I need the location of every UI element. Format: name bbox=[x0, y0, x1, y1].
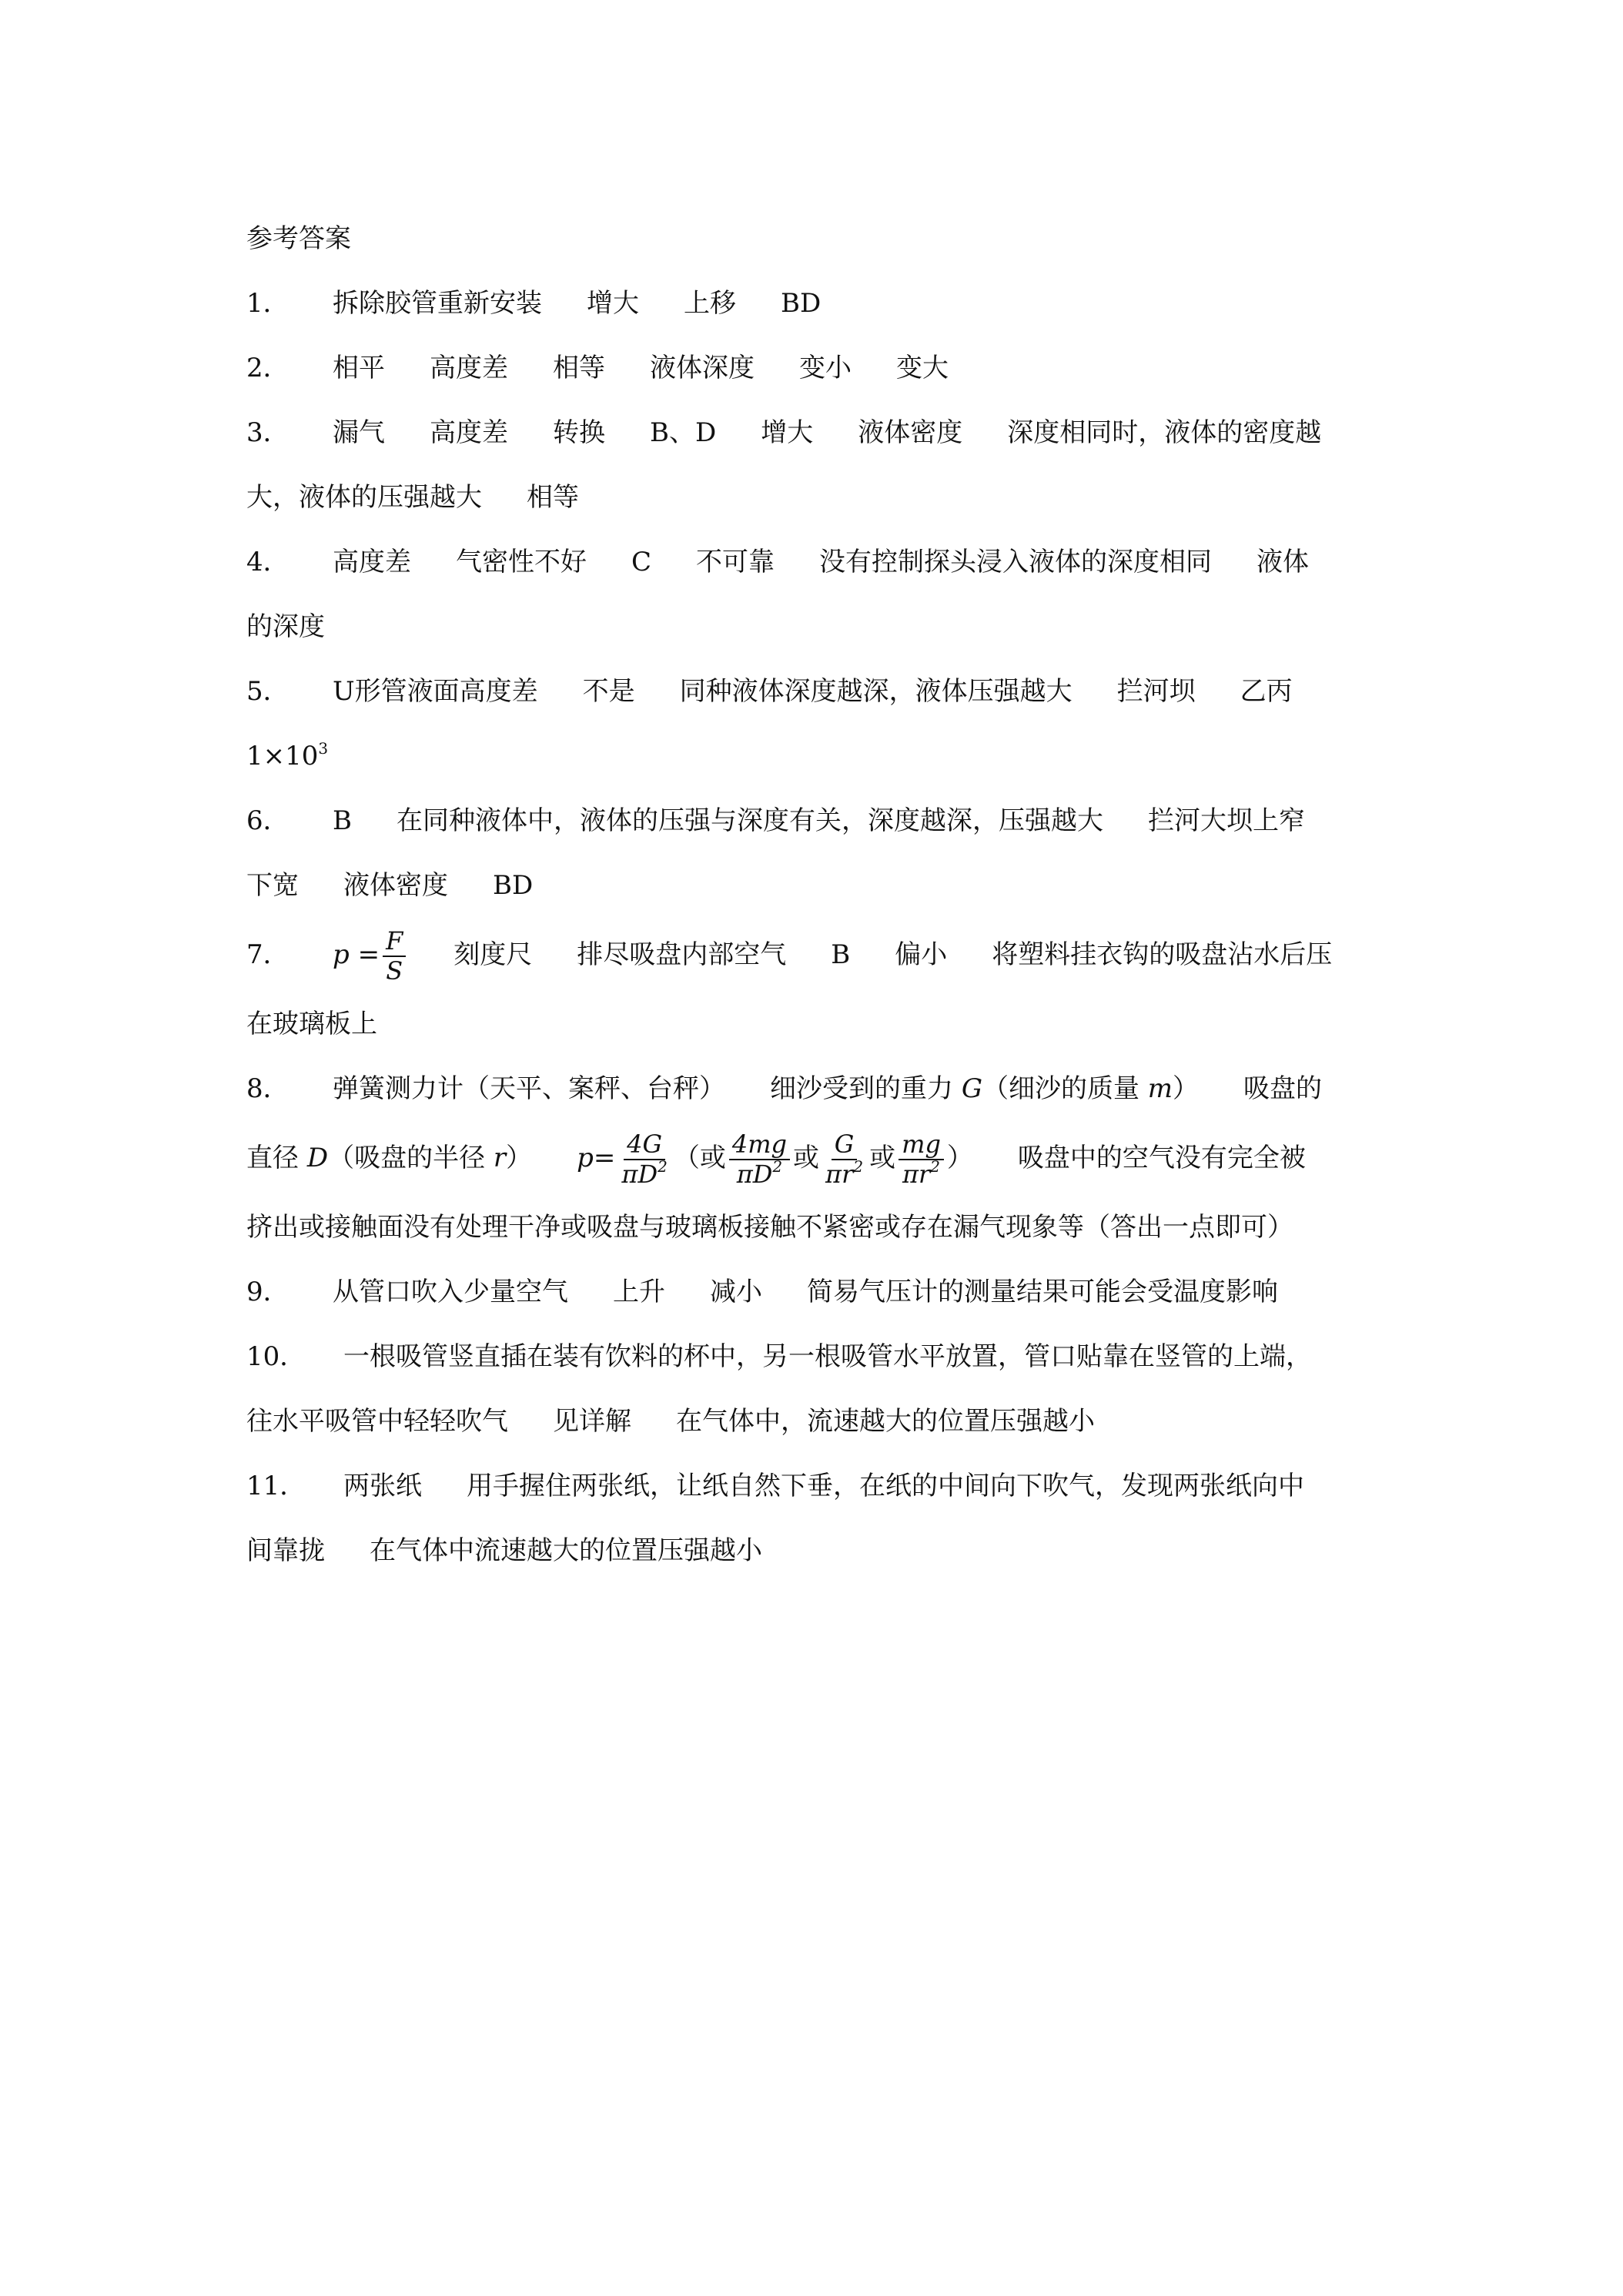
fraction-denominator bbox=[734, 1157, 785, 1189]
symbol-m: m bbox=[1147, 1073, 1173, 1104]
answer-part: 高度差 bbox=[333, 547, 411, 577]
answer-number: 7． bbox=[246, 939, 289, 970]
answer-part: 挤出或接触面没有处理干净或吸盘与玻璃板接触不紧密或存在漏气现象等（答出一点即可） bbox=[246, 1212, 1293, 1243]
answer-part: 深度相同时，液体的密度越 bbox=[1007, 417, 1322, 448]
answer-part: 拆除胶管重新安装 bbox=[333, 288, 542, 319]
answer-part: 高度差 bbox=[430, 353, 508, 383]
answer-part: ） bbox=[946, 1143, 973, 1173]
answer-5 bbox=[246, 659, 1386, 724]
answer-part: 大，液体的压强越大 bbox=[246, 482, 482, 513]
answer-6-continued bbox=[246, 853, 1386, 918]
answer-part: 细沙受到的重力 bbox=[770, 1073, 962, 1104]
answer-number: 10． bbox=[246, 1341, 306, 1372]
fraction-denominator bbox=[822, 1157, 866, 1189]
answer-10 bbox=[246, 1324, 1386, 1389]
answer-9 bbox=[246, 1260, 1386, 1324]
fraction-4mg-over-pid2 bbox=[729, 1130, 790, 1189]
answer-part: 液体密度 bbox=[858, 417, 963, 448]
answer-part: 气密性不好 bbox=[456, 547, 587, 577]
answer-part: C bbox=[631, 547, 652, 577]
answer-part: 刻度尺 bbox=[453, 939, 533, 970]
symbol-r: r bbox=[493, 1143, 507, 1173]
fraction-denominator bbox=[618, 1157, 670, 1189]
answer-part: 高度差 bbox=[430, 417, 508, 448]
answer-part: 不是 bbox=[582, 676, 635, 707]
answer-part: 见详解 bbox=[553, 1406, 631, 1437]
answer-part: 减小 bbox=[710, 1277, 762, 1307]
title-text: 参考答案 bbox=[246, 223, 351, 254]
answer-4 bbox=[246, 530, 1386, 594]
exponent: 2 bbox=[853, 1157, 864, 1176]
answer-part: 上升 bbox=[613, 1277, 665, 1307]
answer-part: B bbox=[831, 939, 851, 970]
answer-part: 转换 bbox=[553, 417, 605, 448]
answer-number: 8． bbox=[246, 1073, 289, 1104]
answer-part: 增大 bbox=[761, 417, 814, 448]
fraction-denominator bbox=[899, 1157, 943, 1189]
answer-number: 9． bbox=[246, 1277, 289, 1307]
answer-part: 变小 bbox=[799, 353, 852, 383]
answer-part: 间靠拢 bbox=[246, 1535, 325, 1566]
answer-8-formula-line bbox=[246, 1121, 1386, 1195]
answer-11-continued bbox=[246, 1518, 1386, 1583]
answer-part: 在玻璃板上 bbox=[246, 1009, 377, 1039]
answer-part: 往水平吸管中轻轻吹气 bbox=[246, 1406, 508, 1437]
answer-part: 漏气 bbox=[333, 417, 385, 448]
answer-part: 相平 bbox=[333, 353, 385, 383]
answer-number: 6． bbox=[246, 805, 289, 836]
exponent: 2 bbox=[772, 1157, 783, 1176]
fraction-denominator: S bbox=[386, 956, 403, 986]
answer-number: 11． bbox=[246, 1471, 306, 1501]
answer-part: （细沙的质量 bbox=[982, 1073, 1148, 1104]
fraction-numerator: F bbox=[383, 927, 406, 957]
answer-part: 排尽吸盘内部空气 bbox=[577, 939, 787, 970]
answer-part: 不可靠 bbox=[696, 547, 775, 577]
answer-part: 相等 bbox=[527, 482, 579, 513]
answer-part: 在气体中，流速越大的位置压强越小 bbox=[676, 1406, 1095, 1437]
answer-5-continued bbox=[246, 724, 1386, 788]
answer-part: BD bbox=[781, 288, 822, 319]
answer-part: ） bbox=[506, 1143, 533, 1173]
answer-6 bbox=[246, 788, 1386, 853]
denominator-base: πD bbox=[736, 1160, 773, 1189]
answer-11 bbox=[246, 1454, 1386, 1518]
answer-part: 相等 bbox=[553, 353, 605, 383]
answer-part: 下宽 bbox=[246, 870, 299, 901]
exponent: 2 bbox=[658, 1157, 668, 1176]
fraction-mg-over-pir2 bbox=[899, 1130, 944, 1189]
answer-part: （吸盘的半径 bbox=[328, 1143, 494, 1173]
answer-part: 或 bbox=[869, 1143, 896, 1173]
answer-content bbox=[246, 206, 1386, 1583]
answer-part: 液体密度 bbox=[343, 870, 448, 901]
answer-number: 1． bbox=[246, 288, 289, 319]
denominator-base: πr bbox=[902, 1160, 931, 1189]
answer-part: 液体深度 bbox=[650, 353, 755, 383]
answer-7 bbox=[246, 918, 1386, 992]
answer-part: 直径 bbox=[246, 1143, 307, 1173]
answer-part: 在气体中流速越大的位置压强越小 bbox=[370, 1535, 762, 1566]
answer-part: 变大 bbox=[896, 353, 949, 383]
answer-part: 拦河坝 bbox=[1116, 676, 1196, 707]
fraction-g-over-pir2 bbox=[822, 1130, 866, 1189]
answer-part: 吸盘的 bbox=[1243, 1073, 1323, 1104]
answer-part: 上移 bbox=[684, 288, 736, 319]
symbol-d: D bbox=[306, 1143, 329, 1173]
fraction-numerator: mg bbox=[899, 1130, 944, 1160]
answer-part: 在同种液体中，液体的压强与深度有关，深度越深，压强越大 bbox=[397, 805, 1103, 836]
answer-part: BD bbox=[493, 870, 534, 901]
answer-number: 5． bbox=[246, 676, 289, 707]
answer-2 bbox=[246, 336, 1386, 400]
answer-number: 2． bbox=[246, 353, 289, 383]
answer-part: 同种液体深度越深，液体压强越大 bbox=[679, 676, 1073, 707]
fraction-numerator: 4G bbox=[624, 1130, 665, 1160]
answer-part: U形管液面高度差 bbox=[333, 676, 538, 707]
answer-8 bbox=[246, 1056, 1386, 1121]
denominator-base: πD bbox=[621, 1160, 658, 1189]
answer-part: 简易气压计的测量结果可能会受温度影响 bbox=[807, 1277, 1278, 1307]
answer-part: （或 bbox=[673, 1143, 726, 1173]
answer-part: 1×10 bbox=[246, 741, 319, 771]
answer-part: 增大 bbox=[587, 288, 639, 319]
answer-part: 拦河大坝上窄 bbox=[1148, 805, 1305, 836]
answer-8-continued bbox=[246, 1195, 1386, 1260]
answer-part: B bbox=[333, 805, 352, 836]
answer-part: 用手握住两张纸，让纸自然下垂，在纸的中间向下吹气，发现两张纸向中 bbox=[467, 1471, 1304, 1501]
answer-1 bbox=[246, 271, 1386, 336]
denominator-base: πr bbox=[825, 1160, 854, 1189]
page-title bbox=[246, 206, 1386, 271]
answer-part: 两张纸 bbox=[343, 1471, 422, 1501]
answer-part: 吸盘中的空气没有完全被 bbox=[1017, 1143, 1306, 1173]
answer-part: 弹簧测力计（天平、案秤、台秤） bbox=[333, 1073, 725, 1104]
answer-part: 的深度 bbox=[246, 611, 325, 642]
exponent: 3 bbox=[318, 739, 329, 758]
fraction-numerator: G bbox=[832, 1130, 858, 1160]
answer-part: 液体 bbox=[1257, 547, 1310, 577]
symbol-g: G bbox=[961, 1073, 982, 1104]
answer-part: 没有控制探头浸入液体的深度相同 bbox=[819, 547, 1213, 577]
answer-3 bbox=[246, 400, 1386, 465]
answer-part: ） bbox=[1173, 1073, 1200, 1104]
answer-part: 或 bbox=[793, 1143, 820, 1173]
formula-lhs: p = bbox=[333, 939, 380, 970]
answer-part: 偏小 bbox=[895, 939, 948, 970]
answer-part: 乙丙 bbox=[1240, 676, 1293, 707]
fraction-numerator: 4mg bbox=[729, 1130, 790, 1160]
fraction-f-over-s bbox=[383, 927, 406, 986]
answer-part: 将塑料挂衣钩的吸盘沾水后压 bbox=[992, 939, 1333, 970]
answer-part: B、D bbox=[650, 417, 717, 448]
answer-part: 一根吸管竖直插在装有饮料的杯中，另一根吸管水平放置，管口贴靠在竖管的上端， bbox=[343, 1341, 1312, 1372]
answer-10-continued bbox=[246, 1389, 1386, 1454]
answer-part: 从管口吹入少量空气 bbox=[333, 1277, 568, 1307]
fraction-4g-over-pid2 bbox=[618, 1130, 670, 1189]
answer-7-continued bbox=[246, 992, 1386, 1056]
formula-lhs: p= bbox=[577, 1143, 616, 1173]
exponent: 2 bbox=[930, 1157, 941, 1176]
answer-number: 4． bbox=[246, 547, 289, 577]
answer-4-continued bbox=[246, 594, 1386, 659]
answer-number: 3． bbox=[246, 417, 289, 448]
answer-3-continued bbox=[246, 465, 1386, 530]
